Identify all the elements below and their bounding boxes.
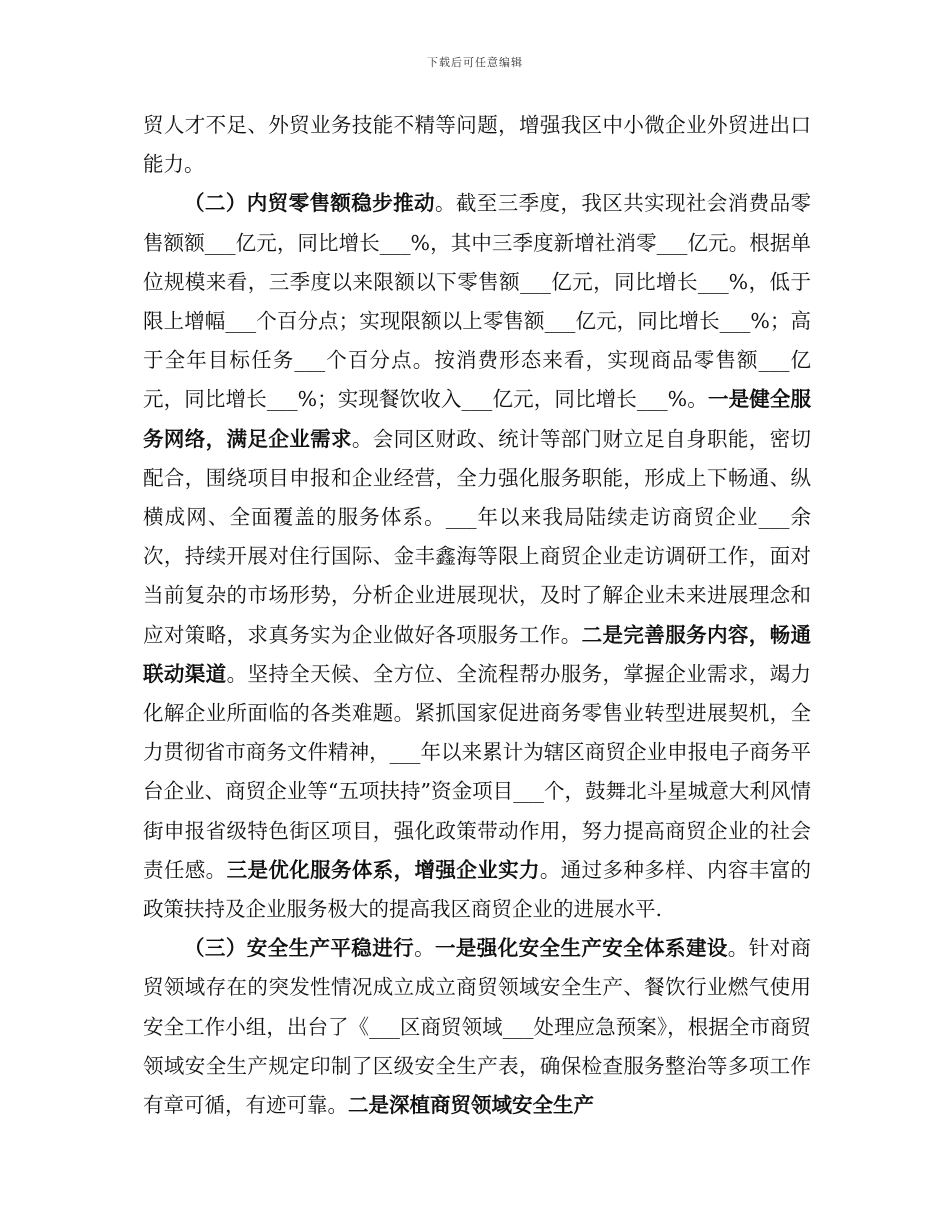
retail-text-3: 。坚持全天候、全方位、全流程帮办服务，掌握企业需求，竭力化解企业所面临的各类难题。紧抓国家促进商务零售业转型进展契机，全力贯彻省市商务文件精神，___年以来累计为辖区商贸企业申报电子商务平台企业、商贸企业等“五项扶持”资金项目___个，鼓舞北斗星城意大利风情街申报省级特色街区项目，强化政策带动作用，努力提高商贸企业的社会责任感。: [143, 661, 812, 882]
retail-point-2: 二是完善服务内容，畅通联动渠道: [143, 622, 812, 686]
retail-point-1: 一是健全服务网络，满足企业需求: [143, 387, 811, 451]
paragraph-retail-sales: [143, 184, 811, 929]
paragraph-continuation: 贸人才不足、外贸业务技能不精等问题，增强我区中小微企业外贸进出口能力。: [143, 113, 811, 177]
safety-text-1: 。针对商贸领域存在的突发性情况成立成立商贸领域安全生产、餐饮行业燃气使用安全工作小组，出台了《___区商贸领域___处理应急预案》，根据全市商贸领域安全生产规定印制了区级安全生产表，确保检查服务整治等多项工作有章可循，有迹可靠。: [143, 936, 812, 1118]
document-body: [143, 106, 811, 1125]
retail-text-4: 。通过多种多样、内容丰富的政策扶持及企业服务极大的提高我区商贸企业的进展水平.: [143, 857, 812, 922]
safety-separator: 。: [414, 936, 435, 961]
section-heading-safety: （三）安全生产平稳进行: [184, 936, 415, 961]
paragraph-safety: [143, 929, 811, 1125]
retail-point-3: 三是优化服务体系，增强企业实力: [226, 857, 540, 882]
safety-point-2: 二是深植商贸领域安全生产: [348, 1093, 594, 1118]
section-heading-retail: （二）内贸零售额稳步推动: [184, 191, 435, 216]
page-header: 下载后可任意编辑: [427, 56, 523, 69]
retail-text-1: 。截至三季度，我区共实现社会消费品零售额额___亿元，同比增长___%，其中三季度新增社消零___亿元。根据单位规模来看，三季度以来限额以下零售额___亿元，同比增长___%，低于限上增幅___个百分点；实现限额以上零售额___亿元，同比增长___%；高于全年目标任务___个百分点。按消费形态来看，实现商品零售额___亿元，同比增长___%；实现餐饮收入___亿元，同比增长___%。: [143, 191, 812, 412]
safety-point-1: 一是强化安全生产安全体系建设: [434, 936, 728, 961]
retail-text-2: 。会同区财政、统计等部门财立足自身职能，密切配合，围绕项目申报和企业经营，全力强化服务职能，形成上下畅通、纵横成网、全面覆盖的服务体系。___年以来我局陆续走访商贸企业___余次，持续开展对住行国际、金丰鑫海等限上商贸企业走访调研工作，面对当前复杂的市场形势，分析企业进展现状，及时了解企业未来进展理念和应对策略，求真务实为企业做好各项服务工作。: [143, 426, 812, 647]
